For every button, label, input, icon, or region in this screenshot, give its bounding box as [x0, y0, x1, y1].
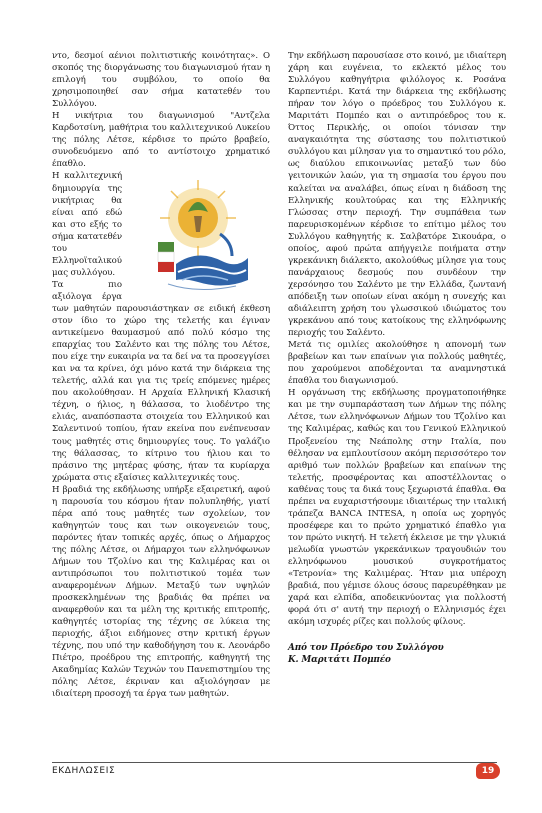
left-paragraph-2-continued: Η καλλιτεχνική δημιουργία της νικήτριας θα είναι από εδώ και στο εξής το σήμα κατατεθέν του Ελληνοϊταλικού μας συλλόγου. — [52, 171, 122, 278]
left-paragraph-3: Τα πιο αξιόλογα έργα των μαθητών παρουσιάστηκαν σε ειδική έκθεση στον ίδιο το χώρο της τελετής και έγιναν αντικείμενο θαυμασμού από πολύ κόσμο της επαρχίας του Σαλέντο και της πόλης του Λέτσε, που είχε την ευκαιρία να τα δεί να τα προσεγγίσει και να τα κρίνει, όχι μόνο κατά την διάρκεια της τελετής, αλλά και για τις τρείς επόμενες ημέρες που ακολούθησαν. Η Αρχαία Ελληνική Κλασική τέχνη, ο ήλιος, η θάλασσα, το λιοδέντρο της ελιάς, αναπόσπαστα στοιχεία του Ελληνικού και Σαλεντινού τοπίου, ήταν εκείνα που ενέπνευσαν τους μαθητές στις δημιουργίες τους. Το γαλάζιο της θάλασσας, το κίτρινο του ήλιου και το πράσινο της μητέρας φύσης, ήταν τα κυρίαρχα χρώματα στις εξαίσιες καλλιτεχνικές τους. — [52, 279, 270, 483]
page-number-badge: 19 — [476, 763, 500, 779]
right-paragraph-3: Η οργάνωση της εκδήλωσης προγματοποιήθηκε και με την συμπαράσταση των Δήμων της πόλης Λέτσε, των ελληνόφωνων Δήμων του Τζολίνο και της Καλιμέρας, καθώς και του Γενικού Ελληνικού Προξενείου της Νεάπολης στην Ιταλία, που θέλησαν να εμπλουτίσουν ακόμη περισσότερο τον αριθμό των πολλών βραβείων και επαίνων της τελετής, προσφέροντας και αποστέλλοντας ο καθένας τους τα δικά τους ξεχωριστά έπαθλα. Θα πρέπει να ευχαριστήσουμε ιδιαιτέρως την ιταλική τράπεζα BANCA INTESA, η οποία ως χορηγός προσέφερε και το πρώτο χρηματικό έπαθλο για τον πρώτο νικητή. Η τελετή έκλεισε με την γλυκιά μελωδία γνωστών γκρεκάνικων τραγουδιών του ελληνόφωνου μουσικού συγκροτήματος «Τετρονία» της Καλιμέρας. Ήταν μια υπέροχη βραδιά, που γέμισε όλους όσους παρευρέθηκαν με χαρά και ελπίδα, αποδεικνύοντας για πολλοστή φορά ότι σ' αυτή την περιοχή ο Ελληνισμός έχει ακόμη ισχυρές ρίζες και πολλούς φίλους. — [288, 388, 506, 628]
left-paragraph-2 — [52, 110, 270, 170]
right-paragraph-2: Μετά τις ομιλίες ακολούθησε η απονομή των βραβείων και των επαίνων για πολλούς μαθητές, που χαρούμενοι αποδέχονται τα αναμνηστικά έπαθλα του διαγωνισμού. — [288, 340, 506, 387]
left-column — [52, 50, 270, 701]
section-label: ΕΚΔΗΛΩΣΕΙΣ — [52, 766, 116, 776]
signature-name: Κ. Μαριτάτι Πομπέο — [288, 655, 391, 666]
left-paragraph-4: Η βραδιά της εκδήλωσης υπήρξε εξαιρετική, αφού η παρουσία του κόσμου ήταν πολυπληθής, γιατί πέρα από τους μαθητές των σχολείων, τον καθηγητών τους και των οικογενειών τους, παρόντες ήταν τοπικές αρχές, όπως ο Δήμαρχος της πόλης Λέτσε, οι Δήμαρχοι των ελληνόφωνων Δήμων του Τζολίνο και της Καλιμέρας και οι αντιπρόσωποι του πολιτιστικού τομέα των αναφερομένων Δήμων. Μεταξύ των υψηλών προσκεκλημένων της βραδιάς θα πρέπει να αναφερθούν και τα μέλη της κριτικής επιτροπής, καθηγητές ιστορίας της τέχνης σε λύκεια της περιοχής, άξιοι ειδήμονες στην κριτική έργων τέχνης, που υπό την καθοδήγηση του κ. Λεονάρδο Πιέτρο, προέδρου της επιτροπής, καθηγητή της Ακαδημίας Καλών Τεχνών του Πανεπιστημίου της πόλης Λέτσε, έκριναν και αξιολόγησαν με ιδιαίτερη προσοχή τα έργα των μαθητών. — [52, 484, 270, 700]
right-column — [288, 50, 506, 666]
association-logo-icon — [128, 172, 270, 298]
logo-figure — [128, 172, 270, 298]
right-paragraph-1: Την εκδήλωση παρουσίασε στο κοινό, με ιδιαίτερη χάρη και ευγένεια, το εκλεκτό μέλος του Συλλόγου καθηγήτρια φιλόλογος κ. Ροσάνα Καρπεντιέρι. Κατά την διάρκεια της εκδήλωσης πήραν τον λόγο ο πρόεδρος του Συλλόγου κ. Μαριτάτι Πομπέο και ο αντιπρόεδρος του κ. Όττος Περικλής, οι οποίοι τόνισαν την αναγκαιότητα της σύστασης του πολιτιστικού συλλόγου και μίλησαν για το σημαντικό του ρόλο, ως διαύλου επικοινωνίας μεταξύ των δύο γειτονικών λαών, για τη σημασία του έργου που καλείται να αναλάβει, όπως είναι η διάδοση της Ελληνικής κουλτούρας και της Ελληνικής Γλώσσας στην περιοχή. Την συμπάθεια των παρευρισκομένων κέρδισε το επίτιμο μέλος του Συλλόγου καθηγητής κ. Σαλβατόρε Σικουάρα, ο οποίος, αφού πρώτα απήγγειλε ποιήματα στην γκρεκάνικη διάλεκτο, ακολούθως μίλησε για τους πανάρχαιους δεσμούς που συνδέουν την χερσόνησο του Σαλέντο με την Ελλάδα, ζωντανή απόδειξη των οποίων είναι ακόμη η συνεχής και αδιάλειπτη χρήση του γλωσσικού ιδιώματος του γκρεκάνου από τους κατοίκους της ελληνόφωνης περιοχής του Σαλέντο. — [288, 51, 506, 339]
left-paragraph-1: ντο, δεσμοί αένιοι πολιτιστικής κοινότητας». Ο σκοπός της διοργάνωσης του διαγωνισμού ήταν η επιλογή του συμβόλου, το οποίο θα χρησιμοποιηθεί σαν σήμα κατατεθέν του Συλλόγου. — [52, 51, 270, 110]
signature-title: Από τον Πρόεδρο του Συλλόγου — [288, 643, 444, 654]
footer-divider — [52, 762, 497, 763]
signature-block — [288, 642, 506, 666]
left-paragraph-2-text: Η νικήτρια του διαγωνισμού "Αντζελα Καρδοτσίνη, μαθήτρια του καλλιτεχνικού Λυκείου της πόλης Λέτσε, κέρδισε το πρώτο βραβείο, συνοδευόμενο από το αντίστοιχο χρηματικό έπαθλο. — [52, 111, 270, 170]
